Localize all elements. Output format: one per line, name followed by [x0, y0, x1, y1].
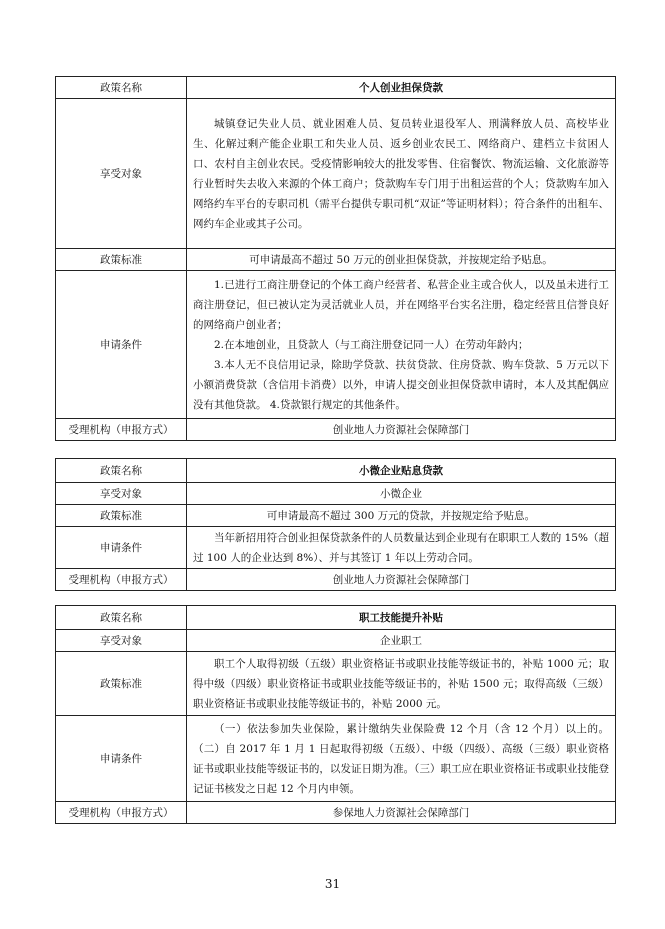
policy-text: 1.已进行工商注册登记的个体工商户经营者、私营企业主或合伙人，以及虽未进行工商注册登记，但已被认定为灵活就业人员，并在网络平台实名注册，稳定经营且信誉良好的网络商户创业者；: [193, 278, 609, 331]
row-label: 政策标准: [56, 505, 187, 527]
page-number: 31: [324, 877, 341, 891]
policy-text: （一）依法参加失业保险，累计缴纳失业保险费 12 个月（含 12 个月）以上的。（二）自 2017 年 1 月 1 日起取得初级（五级）、中级（四级）、高级（三级）职业资格证书或职业技能等级证书的，以发证日期为准。（三）职工应在职业资格证书或职业技能登记证书核发之日起 12 个月内申领。: [193, 722, 609, 795]
row-label: 受理机构（申报方式）: [56, 802, 187, 824]
policy-text: 3.本人无不良信用记录，除助学贷款、扶贫贷款、住房贷款、购车贷款、5 万元以下小额消费贷款（含信用卡消费）以外，申请人提交创业担保贷款申请时，本人及其配偶应没有其他贷款。 4.贷款银行规定的其他条件。: [193, 358, 609, 411]
row-label: 申请条件: [56, 527, 187, 569]
policy-text: 当年新招用符合创业担保贷款条件的人员数量达到企业现有在职职工人数的 15%（超过 100 人的企业达到 8%）、并与其签订 1 年以上劳动合同。: [193, 531, 609, 564]
policy-text: 创业地人力资源社会保障部门: [187, 569, 616, 591]
policy-table-skill-subsidy: [55, 605, 616, 824]
policy-text: 可申请最高不超过 300 万元的贷款，并按规定给予贴息。: [187, 505, 616, 527]
row-label: 享受对象: [56, 99, 187, 249]
row-label: 政策名称: [56, 459, 187, 483]
row-label: 申请条件: [56, 716, 187, 802]
row-label: 政策标准: [56, 249, 187, 271]
row-label: 政策标准: [56, 652, 187, 716]
policy-table-micro-loan: [55, 458, 616, 591]
policy-title: 职工技能提升补贴: [187, 606, 616, 630]
policy-text: 小微企业: [187, 483, 616, 505]
policy-text: 城镇登记失业人员、就业困难人员、复员转业退役军人、刑满释放人员、高校毕业生、化解过剩产能企业职工和失业人员、返乡创业农民工、网络商户、建档立卡贫困人口、农村自主创业农民。受疫情影响较大的批发零售、住宿餐饮、物流运输、文化旅游等行业暂时失去收入来源的个体工商户；贷款购车专门用于出租运营的个人；贷款购车加入网络约车平台的专职司机（需平台提供专职司机“双证”等证明材料）；符合条件的出租车、网约车企业或其子公司。: [193, 117, 609, 230]
row-label: 申请条件: [56, 271, 187, 419]
row-label: 政策名称: [56, 606, 187, 630]
row-label: 受理机构（申报方式）: [56, 569, 187, 591]
row-label: 享受对象: [56, 630, 187, 652]
policy-text: 职工个人取得初级（五级）职业资格证书或职业技能等级证书的，补贴 1000 元；取得中级（四级）职业资格证书或职业技能等级证书的，补贴 1500 元；取得高级（三级）职业资格证书或职业技能等级证书的，补贴 2000 元。: [193, 657, 609, 710]
policy-text: 参保地人力资源社会保障部门: [187, 802, 616, 824]
policy-text: 2.在本地创业，且贷款人（与工商注册登记同一人）在劳动年龄内；: [214, 338, 529, 351]
policy-text: 创业地人力资源社会保障部门: [187, 419, 616, 441]
policy-text: 可申请最高不超过 50 万元的创业担保贷款，并按规定给予贴息。: [187, 249, 616, 271]
policy-text: 企业职工: [187, 630, 616, 652]
policy-table-entrepreneur-loan: [55, 76, 616, 441]
row-label: 受理机构（申报方式）: [56, 419, 187, 441]
policy-title: 个人创业担保贷款: [187, 77, 616, 99]
row-label: 享受对象: [56, 483, 187, 505]
policy-title: 小微企业贴息贷款: [187, 459, 616, 483]
row-label: 政策名称: [56, 77, 187, 99]
